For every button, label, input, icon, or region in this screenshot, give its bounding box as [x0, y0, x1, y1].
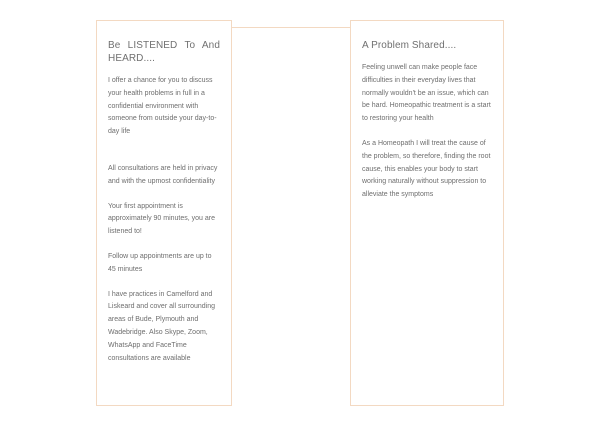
panel-connector-line [231, 27, 351, 28]
problem-shared-panel [350, 20, 504, 406]
follow-up-paragraph: Follow up appointments are up to 45 minutes [108, 252, 212, 273]
listened-heard-title: Be LISTENED To And HEARD.... [108, 40, 220, 64]
listened-heard-panel [96, 20, 232, 406]
first-appointment-paragraph: Your first appointment is approximately 90 minutes, you are listened to! [108, 202, 215, 236]
treat-cause-paragraph: As a Homeopath I will treat the cause of the problem, so therefore, finding the root cause, this enables your body to start working naturally without suppression to alleviate the symptoms [362, 139, 491, 199]
discuss-health-paragraph: I offer a chance for you to discuss your health problems in full in a confidential environment with someone from outside your day-to-day life [108, 77, 217, 136]
privacy-paragraph: All consultations are held in privacy and with the upmost confidentiality [108, 164, 218, 185]
problem-shared-title: A Problem Shared.... [362, 40, 457, 51]
practices-paragraph: I have practices in Camelford and Liskeard and cover all surrounding areas of Bude, Plymouth and Wadebridge. Also Skype, Zoom, WhatsApp and FaceTime consultations are available [108, 290, 216, 362]
feeling-unwell-paragraph: Feeling unwell can make people face difficulties in their everyday lives that normally wouldn't be an issue, which can be hard. Homeopathic treatment is a start to restoring your health [362, 64, 491, 123]
